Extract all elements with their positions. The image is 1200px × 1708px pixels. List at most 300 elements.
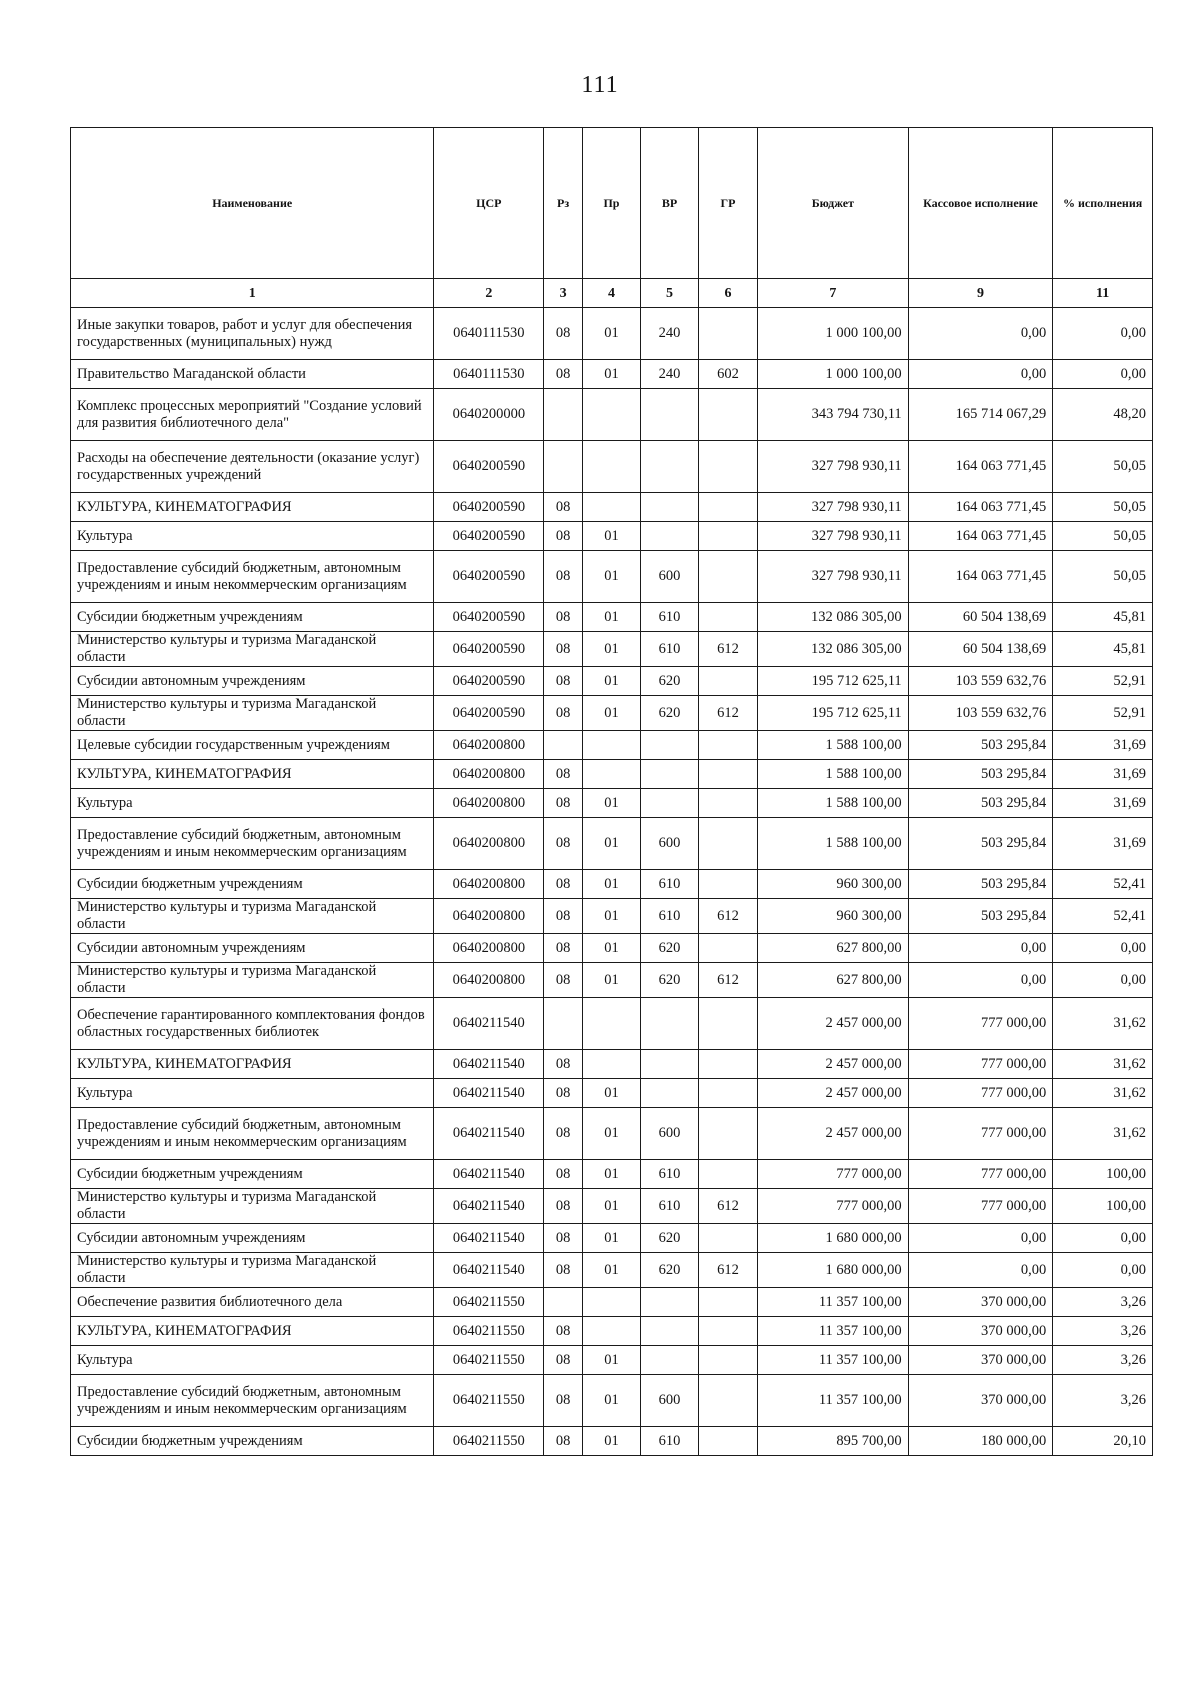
cell-name: Субсидии бюджетным учреждениям xyxy=(71,1427,434,1456)
table-row xyxy=(71,551,1153,603)
cell-gr xyxy=(699,998,758,1050)
cell-budget: 777 000,00 xyxy=(758,1160,909,1189)
cell-name: Предоставление субсидий бюджетным, автономным учреждениям и иным некоммерческим организациям xyxy=(71,1375,434,1427)
cell-vr xyxy=(640,789,698,818)
cell-cash-execution: 370 000,00 xyxy=(908,1317,1053,1346)
cell-percent-execution: 52,91 xyxy=(1053,696,1153,731)
cell-cash-execution: 164 063 771,45 xyxy=(908,493,1053,522)
cell-pr: 01 xyxy=(582,1189,640,1224)
table-row xyxy=(71,998,1153,1050)
cell-cash-execution: 503 295,84 xyxy=(908,731,1053,760)
cell-rz xyxy=(544,1288,583,1317)
table-row xyxy=(71,899,1153,934)
table-row xyxy=(71,760,1153,789)
cell-gr xyxy=(699,731,758,760)
cell-rz xyxy=(544,731,583,760)
cell-csr: 0640200800 xyxy=(434,870,544,899)
cell-gr xyxy=(699,389,758,441)
table-row xyxy=(71,870,1153,899)
header-pr: Пр xyxy=(582,128,640,279)
cell-cash-execution: 777 000,00 xyxy=(908,1108,1053,1160)
cell-pr: 01 xyxy=(582,1253,640,1288)
cell-cash-execution: 503 295,84 xyxy=(908,760,1053,789)
cell-cash-execution: 370 000,00 xyxy=(908,1288,1053,1317)
cell-budget: 2 457 000,00 xyxy=(758,1050,909,1079)
budget-execution-table xyxy=(70,127,1153,1456)
cell-name: Комплекс процессных мероприятий "Создание условий для развития библиотечного дела" xyxy=(71,389,434,441)
cell-vr xyxy=(640,998,698,1050)
cell-vr: 620 xyxy=(640,1253,698,1288)
cell-pr: 01 xyxy=(582,696,640,731)
cell-percent-execution: 0,00 xyxy=(1053,308,1153,360)
cell-budget: 2 457 000,00 xyxy=(758,1079,909,1108)
cell-rz: 08 xyxy=(544,493,583,522)
cell-cash-execution: 503 295,84 xyxy=(908,899,1053,934)
cell-percent-execution: 52,41 xyxy=(1053,899,1153,934)
cell-gr: 612 xyxy=(699,1253,758,1288)
cell-vr: 610 xyxy=(640,899,698,934)
cell-vr: 600 xyxy=(640,551,698,603)
cell-gr: 612 xyxy=(699,963,758,998)
cell-pr xyxy=(582,389,640,441)
cell-gr xyxy=(699,1160,758,1189)
cell-name: Расходы на обеспечение деятельности (оказание услуг) государственных учреждений xyxy=(71,441,434,493)
cell-pr: 01 xyxy=(582,667,640,696)
cell-rz: 08 xyxy=(544,1079,583,1108)
cell-budget: 327 798 930,11 xyxy=(758,551,909,603)
cell-gr xyxy=(699,1079,758,1108)
column-number: 4 xyxy=(582,279,640,308)
cell-vr xyxy=(640,1288,698,1317)
cell-percent-execution: 0,00 xyxy=(1053,963,1153,998)
cell-vr: 610 xyxy=(640,870,698,899)
cell-pr: 01 xyxy=(582,308,640,360)
cell-pr: 01 xyxy=(582,1375,640,1427)
table-row xyxy=(71,1189,1153,1224)
cell-pr: 01 xyxy=(582,1108,640,1160)
cell-rz: 08 xyxy=(544,1050,583,1079)
cell-csr: 0640200800 xyxy=(434,818,544,870)
cell-gr: 612 xyxy=(699,899,758,934)
cell-cash-execution: 164 063 771,45 xyxy=(908,551,1053,603)
header-gr: ГР xyxy=(699,128,758,279)
cell-name: КУЛЬТУРА, КИНЕМАТОГРАФИЯ xyxy=(71,760,434,789)
header-budget: Бюджет xyxy=(758,128,909,279)
cell-rz: 08 xyxy=(544,632,583,667)
cell-rz: 08 xyxy=(544,603,583,632)
cell-percent-execution: 31,62 xyxy=(1053,998,1153,1050)
cell-percent-execution: 45,81 xyxy=(1053,632,1153,667)
cell-vr: 240 xyxy=(640,308,698,360)
cell-vr: 620 xyxy=(640,1224,698,1253)
cell-percent-execution: 3,26 xyxy=(1053,1288,1153,1317)
header-name: Наименование xyxy=(71,128,434,279)
cell-cash-execution: 503 295,84 xyxy=(908,789,1053,818)
cell-rz: 08 xyxy=(544,1346,583,1375)
cell-gr: 612 xyxy=(699,1189,758,1224)
table-row xyxy=(71,1079,1153,1108)
cell-rz: 08 xyxy=(544,551,583,603)
cell-gr: 612 xyxy=(699,696,758,731)
table-row xyxy=(71,667,1153,696)
cell-gr xyxy=(699,308,758,360)
cell-cash-execution: 777 000,00 xyxy=(908,998,1053,1050)
cell-name: Субсидии автономным учреждениям xyxy=(71,667,434,696)
cell-name: Культура xyxy=(71,789,434,818)
cell-cash-execution: 777 000,00 xyxy=(908,1050,1053,1079)
cell-cash-execution: 503 295,84 xyxy=(908,818,1053,870)
cell-pr: 01 xyxy=(582,818,640,870)
cell-budget: 11 357 100,00 xyxy=(758,1288,909,1317)
cell-budget: 1 000 100,00 xyxy=(758,308,909,360)
cell-budget: 2 457 000,00 xyxy=(758,998,909,1050)
cell-percent-execution: 3,26 xyxy=(1053,1317,1153,1346)
cell-rz: 08 xyxy=(544,899,583,934)
cell-name: Предоставление субсидий бюджетным, автономным учреждениям и иным некоммерческим организациям xyxy=(71,818,434,870)
cell-pr: 01 xyxy=(582,603,640,632)
table-row xyxy=(71,1427,1153,1456)
cell-cash-execution: 180 000,00 xyxy=(908,1427,1053,1456)
cell-pr: 01 xyxy=(582,551,640,603)
cell-vr xyxy=(640,389,698,441)
cell-pr xyxy=(582,998,640,1050)
cell-rz xyxy=(544,998,583,1050)
cell-percent-execution: 31,62 xyxy=(1053,1079,1153,1108)
cell-csr: 0640211540 xyxy=(434,998,544,1050)
cell-name: Обеспечение гарантированного комплектования фондов областных государственных библиотек xyxy=(71,998,434,1050)
cell-budget: 11 357 100,00 xyxy=(758,1346,909,1375)
table-row xyxy=(71,360,1153,389)
cell-budget: 960 300,00 xyxy=(758,899,909,934)
cell-gr xyxy=(699,1108,758,1160)
cell-pr: 01 xyxy=(582,360,640,389)
cell-vr xyxy=(640,760,698,789)
cell-csr: 0640111530 xyxy=(434,360,544,389)
cell-budget: 1 000 100,00 xyxy=(758,360,909,389)
table-row xyxy=(71,1160,1153,1189)
cell-rz: 08 xyxy=(544,522,583,551)
cell-csr: 0640211540 xyxy=(434,1189,544,1224)
cell-percent-execution: 31,69 xyxy=(1053,789,1153,818)
cell-gr xyxy=(699,1050,758,1079)
cell-vr: 620 xyxy=(640,934,698,963)
column-number: 7 xyxy=(758,279,909,308)
cell-cash-execution: 103 559 632,76 xyxy=(908,667,1053,696)
cell-name: КУЛЬТУРА, КИНЕМАТОГРАФИЯ xyxy=(71,1317,434,1346)
cell-csr: 0640211550 xyxy=(434,1317,544,1346)
cell-vr: 600 xyxy=(640,1108,698,1160)
cell-csr: 0640211540 xyxy=(434,1108,544,1160)
cell-vr xyxy=(640,1079,698,1108)
cell-pr xyxy=(582,493,640,522)
cell-pr: 01 xyxy=(582,1427,640,1456)
cell-cash-execution: 60 504 138,69 xyxy=(908,603,1053,632)
table-row xyxy=(71,1108,1153,1160)
cell-budget: 327 798 930,11 xyxy=(758,441,909,493)
cell-name: Культура xyxy=(71,522,434,551)
cell-name: Субсидии бюджетным учреждениям xyxy=(71,603,434,632)
table-row xyxy=(71,934,1153,963)
cell-budget: 627 800,00 xyxy=(758,963,909,998)
cell-pr xyxy=(582,731,640,760)
cell-percent-execution: 100,00 xyxy=(1053,1189,1153,1224)
cell-gr xyxy=(699,870,758,899)
cell-gr xyxy=(699,441,758,493)
cell-budget: 195 712 625,11 xyxy=(758,667,909,696)
cell-name: Министерство культуры и туризма Магаданской области xyxy=(71,632,434,667)
cell-name: Субсидии бюджетным учреждениям xyxy=(71,1160,434,1189)
cell-cash-execution: 370 000,00 xyxy=(908,1375,1053,1427)
cell-rz: 08 xyxy=(544,667,583,696)
table-row xyxy=(71,1288,1153,1317)
cell-pr: 01 xyxy=(582,632,640,667)
cell-gr xyxy=(699,603,758,632)
cell-rz: 08 xyxy=(544,1160,583,1189)
cell-name: Субсидии бюджетным учреждениям xyxy=(71,870,434,899)
cell-rz: 08 xyxy=(544,1375,583,1427)
cell-vr xyxy=(640,441,698,493)
cell-vr xyxy=(640,1050,698,1079)
cell-pr: 01 xyxy=(582,789,640,818)
cell-percent-execution: 3,26 xyxy=(1053,1346,1153,1375)
table-row xyxy=(71,696,1153,731)
cell-percent-execution: 0,00 xyxy=(1053,360,1153,389)
column-number: 5 xyxy=(640,279,698,308)
cell-percent-execution: 0,00 xyxy=(1053,1224,1153,1253)
cell-budget: 2 457 000,00 xyxy=(758,1108,909,1160)
header-percent-execution: % исполнения xyxy=(1053,128,1153,279)
cell-csr: 0640200800 xyxy=(434,731,544,760)
cell-name: Целевые субсидии государственным учреждениям xyxy=(71,731,434,760)
cell-name: Министерство культуры и туризма Магаданской области xyxy=(71,1253,434,1288)
cell-cash-execution: 164 063 771,45 xyxy=(908,441,1053,493)
cell-name: Министерство культуры и туризма Магаданской области xyxy=(71,963,434,998)
cell-vr: 610 xyxy=(640,1427,698,1456)
cell-vr: 610 xyxy=(640,603,698,632)
cell-budget: 1 680 000,00 xyxy=(758,1224,909,1253)
cell-rz: 08 xyxy=(544,308,583,360)
cell-csr: 0640111530 xyxy=(434,308,544,360)
table-row xyxy=(71,522,1153,551)
table-row xyxy=(71,818,1153,870)
cell-csr: 0640200800 xyxy=(434,963,544,998)
cell-percent-execution: 50,05 xyxy=(1053,493,1153,522)
cell-vr: 610 xyxy=(640,632,698,667)
cell-pr: 01 xyxy=(582,934,640,963)
cell-cash-execution: 0,00 xyxy=(908,1224,1053,1253)
cell-cash-execution: 777 000,00 xyxy=(908,1079,1053,1108)
cell-vr xyxy=(640,1317,698,1346)
cell-gr xyxy=(699,1427,758,1456)
table-row xyxy=(71,603,1153,632)
cell-percent-execution: 31,69 xyxy=(1053,818,1153,870)
cell-rz: 08 xyxy=(544,1108,583,1160)
cell-rz: 08 xyxy=(544,760,583,789)
cell-budget: 1 588 100,00 xyxy=(758,818,909,870)
cell-rz: 08 xyxy=(544,789,583,818)
header-rz: Рз xyxy=(544,128,583,279)
cell-gr xyxy=(699,1317,758,1346)
cell-vr: 610 xyxy=(640,1189,698,1224)
cell-vr xyxy=(640,731,698,760)
cell-csr: 0640211550 xyxy=(434,1288,544,1317)
cell-gr xyxy=(699,1346,758,1375)
cell-csr: 0640211550 xyxy=(434,1346,544,1375)
cell-budget: 132 086 305,00 xyxy=(758,603,909,632)
cell-budget: 627 800,00 xyxy=(758,934,909,963)
cell-name: Культура xyxy=(71,1346,434,1375)
header-cash-execution: Кассовое исполнение xyxy=(908,128,1053,279)
cell-rz xyxy=(544,389,583,441)
cell-gr xyxy=(699,551,758,603)
cell-gr xyxy=(699,934,758,963)
cell-gr xyxy=(699,1375,758,1427)
table-row xyxy=(71,308,1153,360)
cell-vr: 600 xyxy=(640,1375,698,1427)
cell-cash-execution: 0,00 xyxy=(908,308,1053,360)
cell-gr xyxy=(699,667,758,696)
column-number: 9 xyxy=(908,279,1053,308)
cell-budget: 1 588 100,00 xyxy=(758,760,909,789)
cell-name: Правительство Магаданской области xyxy=(71,360,434,389)
cell-name: Предоставление субсидий бюджетным, автономным учреждениям и иным некоммерческим организациям xyxy=(71,1108,434,1160)
cell-gr xyxy=(699,789,758,818)
table-row xyxy=(71,441,1153,493)
cell-budget: 895 700,00 xyxy=(758,1427,909,1456)
cell-rz: 08 xyxy=(544,696,583,731)
cell-vr: 610 xyxy=(640,1160,698,1189)
cell-percent-execution: 3,26 xyxy=(1053,1375,1153,1427)
cell-csr: 0640200590 xyxy=(434,522,544,551)
table-row xyxy=(71,963,1153,998)
cell-csr: 0640200000 xyxy=(434,389,544,441)
cell-cash-execution: 103 559 632,76 xyxy=(908,696,1053,731)
cell-pr: 01 xyxy=(582,522,640,551)
cell-csr: 0640200590 xyxy=(434,493,544,522)
cell-rz: 08 xyxy=(544,934,583,963)
cell-cash-execution: 0,00 xyxy=(908,963,1053,998)
cell-gr: 602 xyxy=(699,360,758,389)
cell-name: КУЛЬТУРА, КИНЕМАТОГРАФИЯ xyxy=(71,493,434,522)
cell-percent-execution: 0,00 xyxy=(1053,934,1153,963)
cell-percent-execution: 50,05 xyxy=(1053,522,1153,551)
cell-csr: 0640200590 xyxy=(434,632,544,667)
cell-rz: 08 xyxy=(544,1317,583,1346)
cell-pr: 01 xyxy=(582,870,640,899)
cell-pr xyxy=(582,441,640,493)
cell-cash-execution: 503 295,84 xyxy=(908,870,1053,899)
cell-budget: 327 798 930,11 xyxy=(758,522,909,551)
cell-csr: 0640200590 xyxy=(434,603,544,632)
cell-csr: 0640200800 xyxy=(434,760,544,789)
cell-csr: 0640211540 xyxy=(434,1224,544,1253)
cell-rz: 08 xyxy=(544,1427,583,1456)
cell-name: Предоставление субсидий бюджетным, автономным учреждениям и иным некоммерческим организациям xyxy=(71,551,434,603)
cell-cash-execution: 777 000,00 xyxy=(908,1189,1053,1224)
cell-vr: 240 xyxy=(640,360,698,389)
cell-pr xyxy=(582,1317,640,1346)
cell-rz: 08 xyxy=(544,1253,583,1288)
cell-percent-execution: 20,10 xyxy=(1053,1427,1153,1456)
cell-name: Обеспечение развития библиотечного дела xyxy=(71,1288,434,1317)
table-row xyxy=(71,1253,1153,1288)
page-number: 111 xyxy=(581,72,619,98)
cell-rz: 08 xyxy=(544,870,583,899)
table-row xyxy=(71,1375,1153,1427)
cell-budget: 1 588 100,00 xyxy=(758,731,909,760)
table-row xyxy=(71,789,1153,818)
cell-percent-execution: 31,62 xyxy=(1053,1108,1153,1160)
cell-name: Субсидии автономным учреждениям xyxy=(71,934,434,963)
cell-csr: 0640211540 xyxy=(434,1160,544,1189)
cell-vr xyxy=(640,1346,698,1375)
cell-csr: 0640211540 xyxy=(434,1253,544,1288)
cell-percent-execution: 45,81 xyxy=(1053,603,1153,632)
cell-vr: 620 xyxy=(640,696,698,731)
cell-gr xyxy=(699,1224,758,1253)
cell-csr: 0640200800 xyxy=(434,899,544,934)
table-body xyxy=(71,308,1153,1456)
cell-percent-execution: 31,69 xyxy=(1053,760,1153,789)
table-row xyxy=(71,1224,1153,1253)
cell-pr xyxy=(582,1050,640,1079)
header-csr: ЦСР xyxy=(434,128,544,279)
cell-percent-execution: 48,20 xyxy=(1053,389,1153,441)
cell-pr: 01 xyxy=(582,1346,640,1375)
column-number-row xyxy=(71,279,1153,308)
cell-budget: 777 000,00 xyxy=(758,1189,909,1224)
cell-gr xyxy=(699,1288,758,1317)
header-vr: ВР xyxy=(640,128,698,279)
cell-name: Иные закупки товаров, работ и услуг для обеспечения государственных (муниципальных) нужд xyxy=(71,308,434,360)
cell-cash-execution: 0,00 xyxy=(908,360,1053,389)
cell-vr xyxy=(640,522,698,551)
cell-rz: 08 xyxy=(544,1224,583,1253)
table-header-row xyxy=(71,128,1153,279)
table-row xyxy=(71,1317,1153,1346)
cell-vr xyxy=(640,493,698,522)
cell-csr: 0640200800 xyxy=(434,789,544,818)
table-row xyxy=(71,1050,1153,1079)
cell-gr: 612 xyxy=(699,632,758,667)
cell-budget: 11 357 100,00 xyxy=(758,1317,909,1346)
cell-percent-execution: 31,62 xyxy=(1053,1050,1153,1079)
cell-rz xyxy=(544,441,583,493)
cell-gr xyxy=(699,493,758,522)
cell-name: Культура xyxy=(71,1079,434,1108)
cell-name: Субсидии автономным учреждениям xyxy=(71,1224,434,1253)
cell-rz: 08 xyxy=(544,818,583,870)
table-row xyxy=(71,1346,1153,1375)
cell-gr xyxy=(699,818,758,870)
cell-pr: 01 xyxy=(582,1224,640,1253)
cell-vr: 620 xyxy=(640,963,698,998)
cell-rz: 08 xyxy=(544,1189,583,1224)
cell-csr: 0640200800 xyxy=(434,934,544,963)
cell-budget: 195 712 625,11 xyxy=(758,696,909,731)
cell-cash-execution: 777 000,00 xyxy=(908,1160,1053,1189)
cell-vr: 600 xyxy=(640,818,698,870)
cell-gr xyxy=(699,522,758,551)
table-row xyxy=(71,389,1153,441)
cell-csr: 0640200590 xyxy=(434,441,544,493)
cell-budget: 1 588 100,00 xyxy=(758,789,909,818)
cell-budget: 11 357 100,00 xyxy=(758,1375,909,1427)
cell-rz: 08 xyxy=(544,360,583,389)
cell-percent-execution: 52,91 xyxy=(1053,667,1153,696)
cell-csr: 0640211550 xyxy=(434,1375,544,1427)
cell-percent-execution: 52,41 xyxy=(1053,870,1153,899)
